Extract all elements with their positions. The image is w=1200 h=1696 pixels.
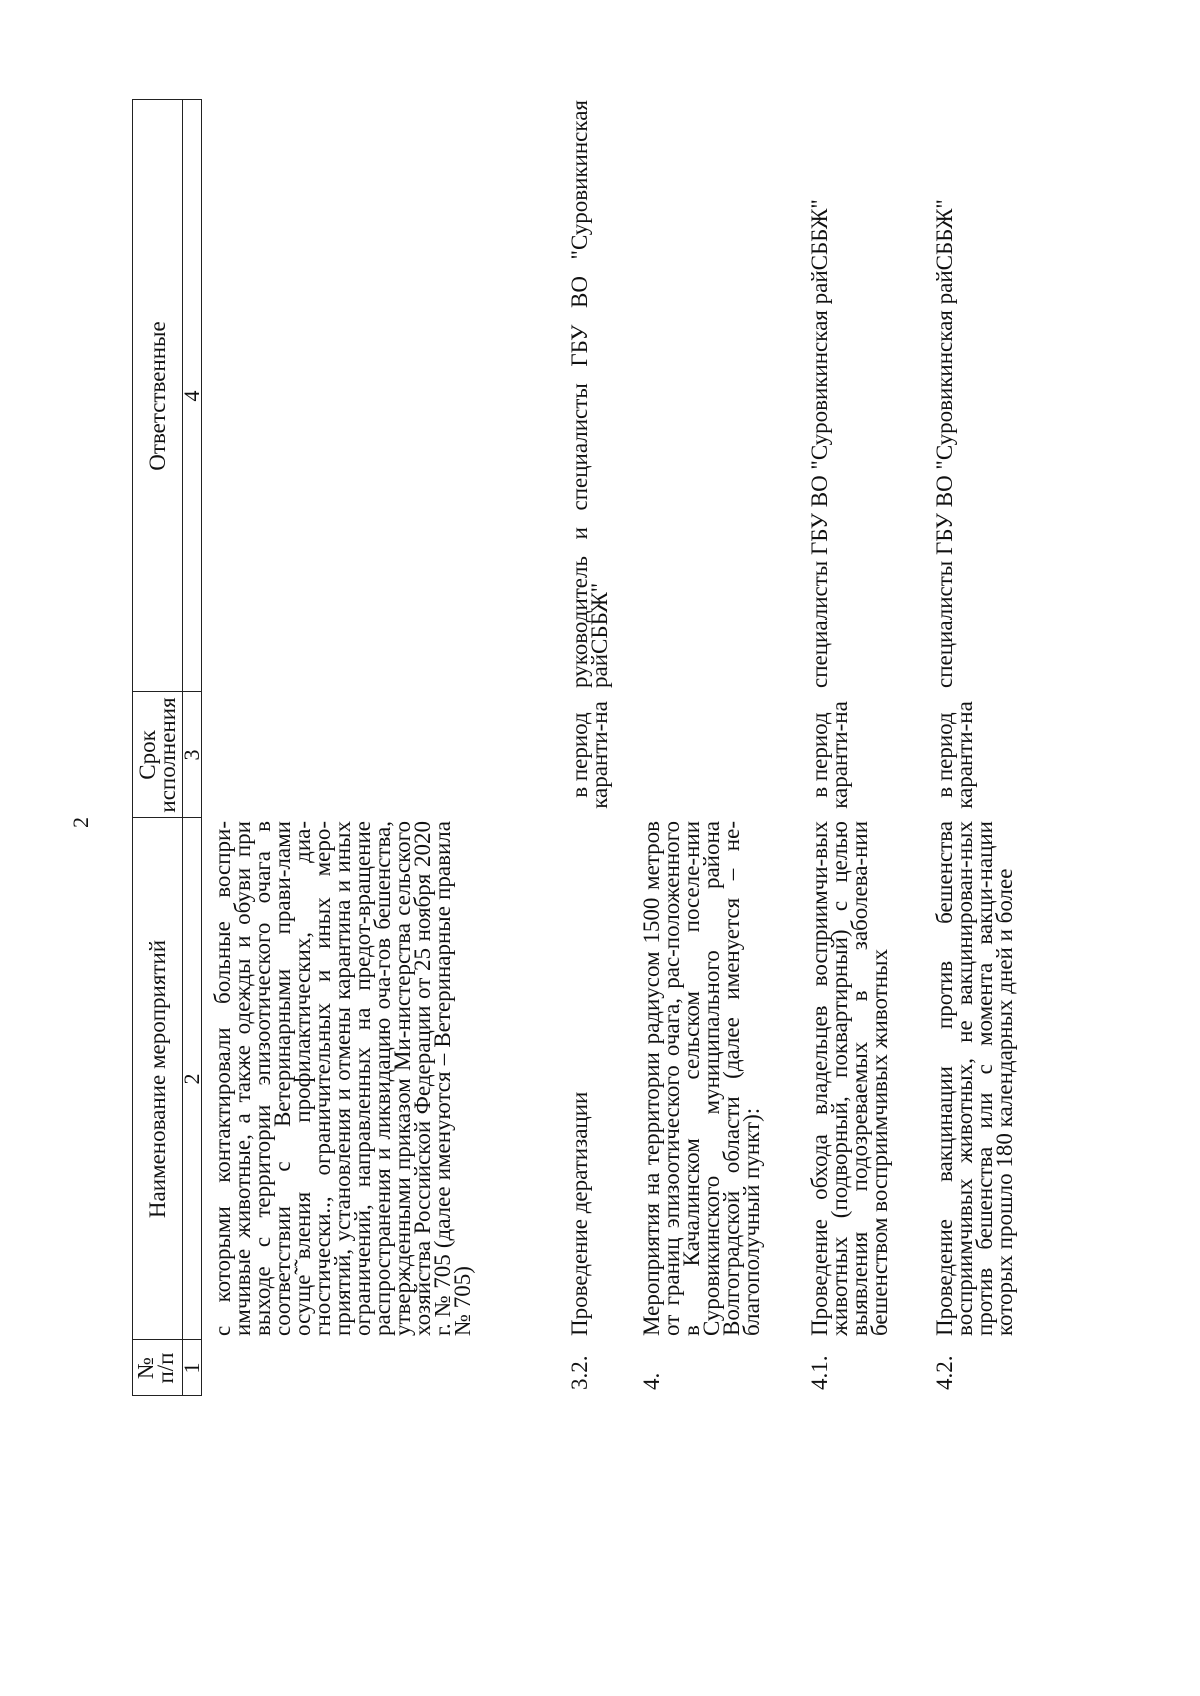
table-top-border	[132, 100, 133, 1396]
header-activity-name: Наименование мероприятий	[145, 939, 170, 1219]
activity-name: Проведение дератизации	[567, 1091, 592, 1336]
header-responsible: Ответственные	[145, 321, 170, 471]
deadline: в период каранти-на	[932, 701, 977, 809]
responsible: специалисты ГБУ ВО "Суровикинская райСББЖ"	[807, 199, 832, 688]
column-number-2: 2	[179, 1073, 204, 1085]
column-number-1: 1	[179, 1362, 204, 1374]
deadline: в период каранти-на	[807, 701, 852, 809]
row-number: 4.2.	[932, 1355, 957, 1390]
activity-name: Проведение вакцинации против бешенства восприимчивых животных, не вакцинирован-ных против бешенства или с момента вакци-нации которых прошло 180 календарных дней и более	[932, 821, 1017, 1336]
row-number: 4.1.	[807, 1355, 832, 1390]
responsible: руководитель и специалисты ГБУ ВО "Суровикинская райСББЖ"	[567, 100, 612, 688]
column-number-4: 4	[179, 390, 204, 402]
deadline: в период каранти-на	[567, 701, 612, 809]
column-number-3: 3	[179, 749, 204, 761]
continuation-text: с которыми контактировали больные воспри-имчивые животные, а также одежды и обуви при выходе с территории эпизоотического очага в соответствии с Ветеринарными прави-лами осуще˜˜вления профилактических, диа-гностически.., ограничительных и иных меро-приятий, установления и отмены карантина и иных ограничений, направленных на предот-вращение распространения и ликвидацию оча-гов бешенства, утвержденными приказом Ми-нистерства сельского хозяйства Российской Федерации от 25 ноября 2020 г. № 705 (далее именуются – Ветеринарные правила № 705)	[210, 821, 475, 1336]
responsible: специалисты ГБУ ВО "Суровикинская райСББЖ"	[932, 199, 957, 688]
activity-name: Проведение обхода владельцев восприимчи-вых животных (подворный, поквартирный) с целью выявления подозреваемых в заболева-нии бешенством восприимчивых животных	[807, 821, 892, 1336]
row-number: 3.2.	[567, 1355, 592, 1390]
header-number: № п/п	[133, 1352, 178, 1384]
row-number: 4.	[639, 1372, 664, 1390]
activity-name: Мероприятия на территории радиусом 1500 метров от границ эпизоотического очага, рас-положенного в Качалинском сельском поселе-нии Суровикинского муниципального района Волгоградской области (далее именуется – не-благополучный пункт):	[639, 821, 764, 1336]
header-deadline: Срок исполнения	[135, 697, 180, 813]
page-number: 2	[68, 817, 93, 828]
